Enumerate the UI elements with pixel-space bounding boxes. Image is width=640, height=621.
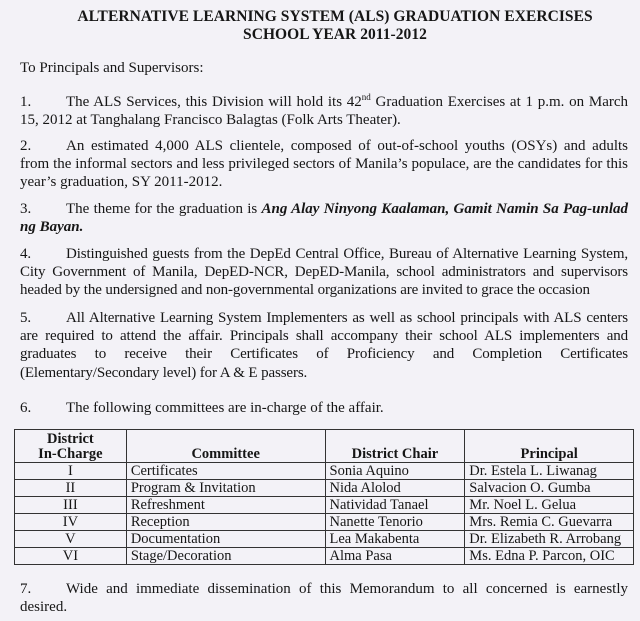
document-title: ALTERNATIVE LEARNING SYSTEM (ALS) GRADUATION EXERCISES bbox=[77, 8, 593, 25]
cell-committee: Documentation bbox=[126, 531, 325, 548]
paragraph-text: Wide and immediate dissemination of this Memorandum to all concerned is earnestly desired. bbox=[20, 581, 628, 616]
cell-committee: Certificates bbox=[126, 463, 325, 480]
cell-principal: Ms. Edna P. Parcon, OIC bbox=[465, 548, 634, 565]
cell-principal: Salvacion O. Gumba bbox=[465, 480, 634, 497]
paragraph-number: 3. bbox=[20, 201, 32, 217]
graduation-theme: Ang Alay Ninyong Kaalaman, Gamit Namin Sa Pag-unlad ng Bayan. bbox=[20, 201, 629, 236]
paragraph-number: 7. bbox=[20, 581, 32, 597]
paragraph-number: 5. bbox=[20, 310, 32, 326]
cell-district: II bbox=[15, 480, 127, 497]
table-row bbox=[15, 463, 634, 480]
table-row bbox=[15, 531, 634, 548]
cell-chair: Alma Pasa bbox=[325, 548, 465, 565]
paragraph-number: 1. bbox=[20, 94, 32, 110]
cell-chair: Lea Makabenta bbox=[325, 531, 465, 548]
paragraph-5 bbox=[20, 309, 628, 382]
committee-table bbox=[14, 429, 634, 565]
paragraph-text-cont: Graduation Exercises at 1 p.m. on March 15, 2012 at Tanghalang Francisco Balagtas (Folk Arts Theater). bbox=[20, 94, 628, 129]
paragraph-text: An estimated 4,000 ALS clientele, composed of out-of-school youths (OSYs) and adults from the informal sectors and less privileged sectors of Manila’s populace, are the candidates for this year’s graduation, SY 2011-2012. bbox=[20, 138, 628, 191]
paragraph-text: Distinguished guests from the DepEd Central Office, Bureau of Alternative Learning System, City Government of Manila, DepED-NCR, DepED-Manila, school administrators and supervisors headed by the undersigned and non-governmental organizations are invited to grace the occasion bbox=[20, 246, 628, 299]
paragraph-6 bbox=[20, 399, 628, 417]
table-row bbox=[15, 497, 634, 514]
cell-district: IV bbox=[15, 514, 127, 531]
header-committee: Committee bbox=[126, 430, 325, 463]
cell-district: VI bbox=[15, 548, 127, 565]
table-row bbox=[15, 514, 634, 531]
paragraph-4 bbox=[20, 245, 628, 300]
cell-committee: Reception bbox=[126, 514, 325, 531]
paragraph-text: The following committees are in-charge of the affair. bbox=[66, 400, 384, 416]
cell-principal: Mrs. Remia C. Guevarra bbox=[465, 514, 634, 531]
cell-principal: Dr. Elizabeth R. Arrobang bbox=[465, 531, 634, 548]
paragraph-2 bbox=[20, 137, 628, 192]
paragraph-text: The theme for the graduation is bbox=[66, 201, 262, 217]
paragraph-number: 4. bbox=[20, 246, 32, 262]
cell-district: I bbox=[15, 463, 127, 480]
paragraph-number: 6. bbox=[20, 400, 32, 416]
paragraph-text: The ALS Services, this Division will hold its 42 bbox=[66, 94, 362, 110]
paragraph-1 bbox=[20, 93, 628, 129]
document-subtitle: SCHOOL YEAR 2011-2012 bbox=[243, 26, 427, 43]
paragraph-number: 2. bbox=[20, 138, 32, 154]
cell-committee: Program & Invitation bbox=[126, 480, 325, 497]
salutation: To Principals and Supervisors: bbox=[20, 60, 204, 76]
paragraph-3 bbox=[20, 200, 628, 236]
cell-principal: Dr. Estela L. Liwanag bbox=[465, 463, 634, 480]
cell-district: V bbox=[15, 531, 127, 548]
header-district-in-charge: District In-Charge bbox=[15, 430, 127, 463]
header-district-chair: District Chair bbox=[325, 430, 465, 463]
cell-principal: Mr. Noel L. Gelua bbox=[465, 497, 634, 514]
table-header-row bbox=[15, 430, 634, 463]
table-row bbox=[15, 480, 634, 497]
cell-chair: Nida Alolod bbox=[325, 480, 465, 497]
cell-committee: Refreshment bbox=[126, 497, 325, 514]
paragraph-7 bbox=[20, 580, 628, 616]
ordinal-suffix: nd bbox=[361, 92, 371, 102]
table-row bbox=[15, 548, 634, 565]
cell-district: III bbox=[15, 497, 127, 514]
cell-chair: Nanette Tenorio bbox=[325, 514, 465, 531]
cell-chair: Sonia Aquino bbox=[325, 463, 465, 480]
header-principal: Principal bbox=[465, 430, 634, 463]
cell-chair: Natividad Tanael bbox=[325, 497, 465, 514]
cell-committee: Stage/Decoration bbox=[126, 548, 325, 565]
paragraph-text: All Alternative Learning System Implementers as well as school principals with ALS centers are required to attend the affair. Principals shall accompany their school ALS implementers and graduates to receive their Certificates of Proficiency and Completion Certificates (Elementary/Secondary level) for A & E passers. bbox=[20, 310, 628, 381]
